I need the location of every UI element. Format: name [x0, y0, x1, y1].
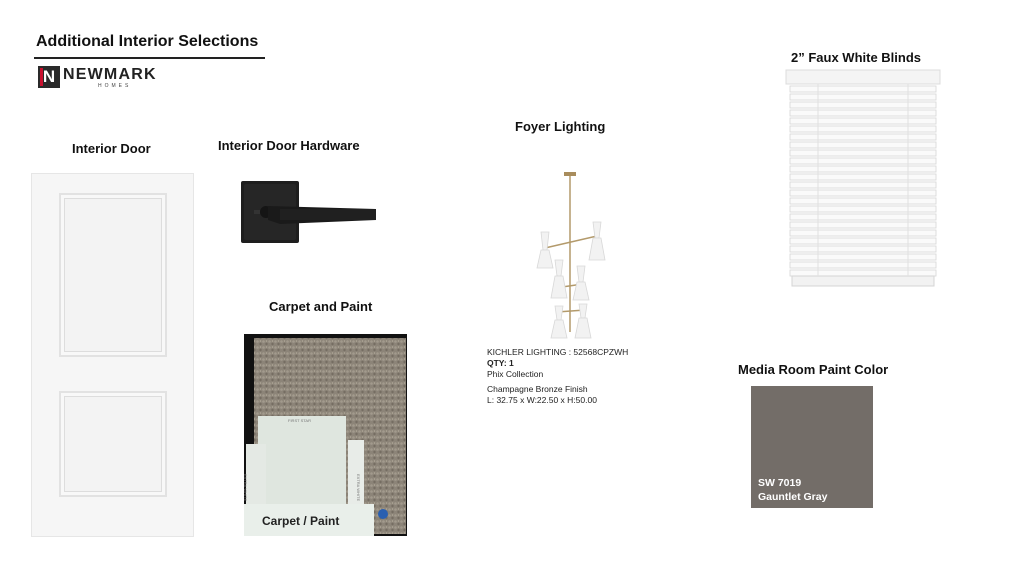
swatch-code: SW 7019 — [758, 477, 802, 489]
interior-door-label: Interior Door — [72, 141, 151, 156]
blind-slat — [790, 198, 936, 204]
foyer-lighting-spec — [487, 347, 628, 406]
blind-slat — [790, 222, 936, 228]
door-lever-handle-image — [240, 180, 380, 246]
blind-slat — [790, 158, 936, 164]
door-hardware-label: Interior Door Hardware — [218, 138, 360, 153]
blind-slat — [790, 86, 936, 92]
blinds-label: 2” Faux White Blinds — [791, 50, 922, 65]
blind-slat — [790, 134, 936, 140]
carpet-texture — [244, 334, 407, 536]
chip-right-text: EXTRA WHITE — [356, 474, 361, 502]
spec-model: KICHLER LIGHTING : 52568CPZWH — [487, 347, 629, 357]
blind-slat — [790, 230, 936, 236]
page-title: Additional Interior Selections — [36, 33, 259, 50]
blind-slat — [790, 246, 936, 252]
chip-left-text: EXTRA WHITE — [243, 474, 248, 502]
spec-qty: QTY: 1 — [487, 358, 514, 368]
swatch-name: Gauntlet Gray — [758, 491, 828, 503]
door-upper-panel — [59, 193, 167, 357]
blind-slat — [790, 126, 936, 132]
logo-stripe — [40, 68, 43, 86]
door-lower-panel — [59, 391, 167, 497]
logo-mark — [38, 66, 60, 88]
carpet-paint-caption: Carpet / Paint — [262, 514, 340, 528]
interior-door-image — [31, 173, 194, 537]
blind-slat — [790, 110, 936, 116]
blind-slat — [790, 238, 936, 244]
blind-slat — [790, 206, 936, 212]
spec-dimensions: L: 32.75 x W:22.50 x H:50.00 — [487, 395, 597, 405]
foyer-lighting-label: Foyer Lighting — [515, 119, 606, 134]
carpet-paint-label: Carpet and Paint — [269, 299, 373, 314]
blind-slat — [790, 182, 936, 188]
blind-slat — [790, 270, 936, 276]
spec-finish: Champagne Bronze Finish — [487, 384, 588, 394]
blind-slat — [790, 214, 936, 220]
spec-collection: Phix Collection — [487, 369, 544, 379]
logo-name: NEWMARK — [63, 66, 157, 83]
chip-top-text: FIRST STAR — [288, 418, 311, 423]
blind-slat — [790, 94, 936, 100]
chandelier-image — [525, 172, 615, 344]
blind-slat — [790, 142, 936, 148]
blind-slat — [790, 190, 936, 196]
carpet-paint-image — [244, 334, 407, 536]
blind-slat — [790, 254, 936, 260]
gauntlet-gray-swatch — [751, 386, 873, 508]
logo-subtitle: HOMES — [98, 83, 132, 89]
blind-slat — [790, 174, 936, 180]
newmark-logo — [38, 66, 168, 92]
logo-mark-letter: N — [42, 67, 56, 86]
blind-slat — [790, 166, 936, 172]
faux-white-blinds-image — [786, 70, 940, 288]
blind-slat — [790, 262, 936, 268]
media-room-label: Media Room Paint Color — [738, 362, 889, 377]
blind-slat — [790, 118, 936, 124]
title-underline — [34, 57, 265, 59]
blind-slat — [790, 102, 936, 108]
blind-slat — [790, 150, 936, 156]
